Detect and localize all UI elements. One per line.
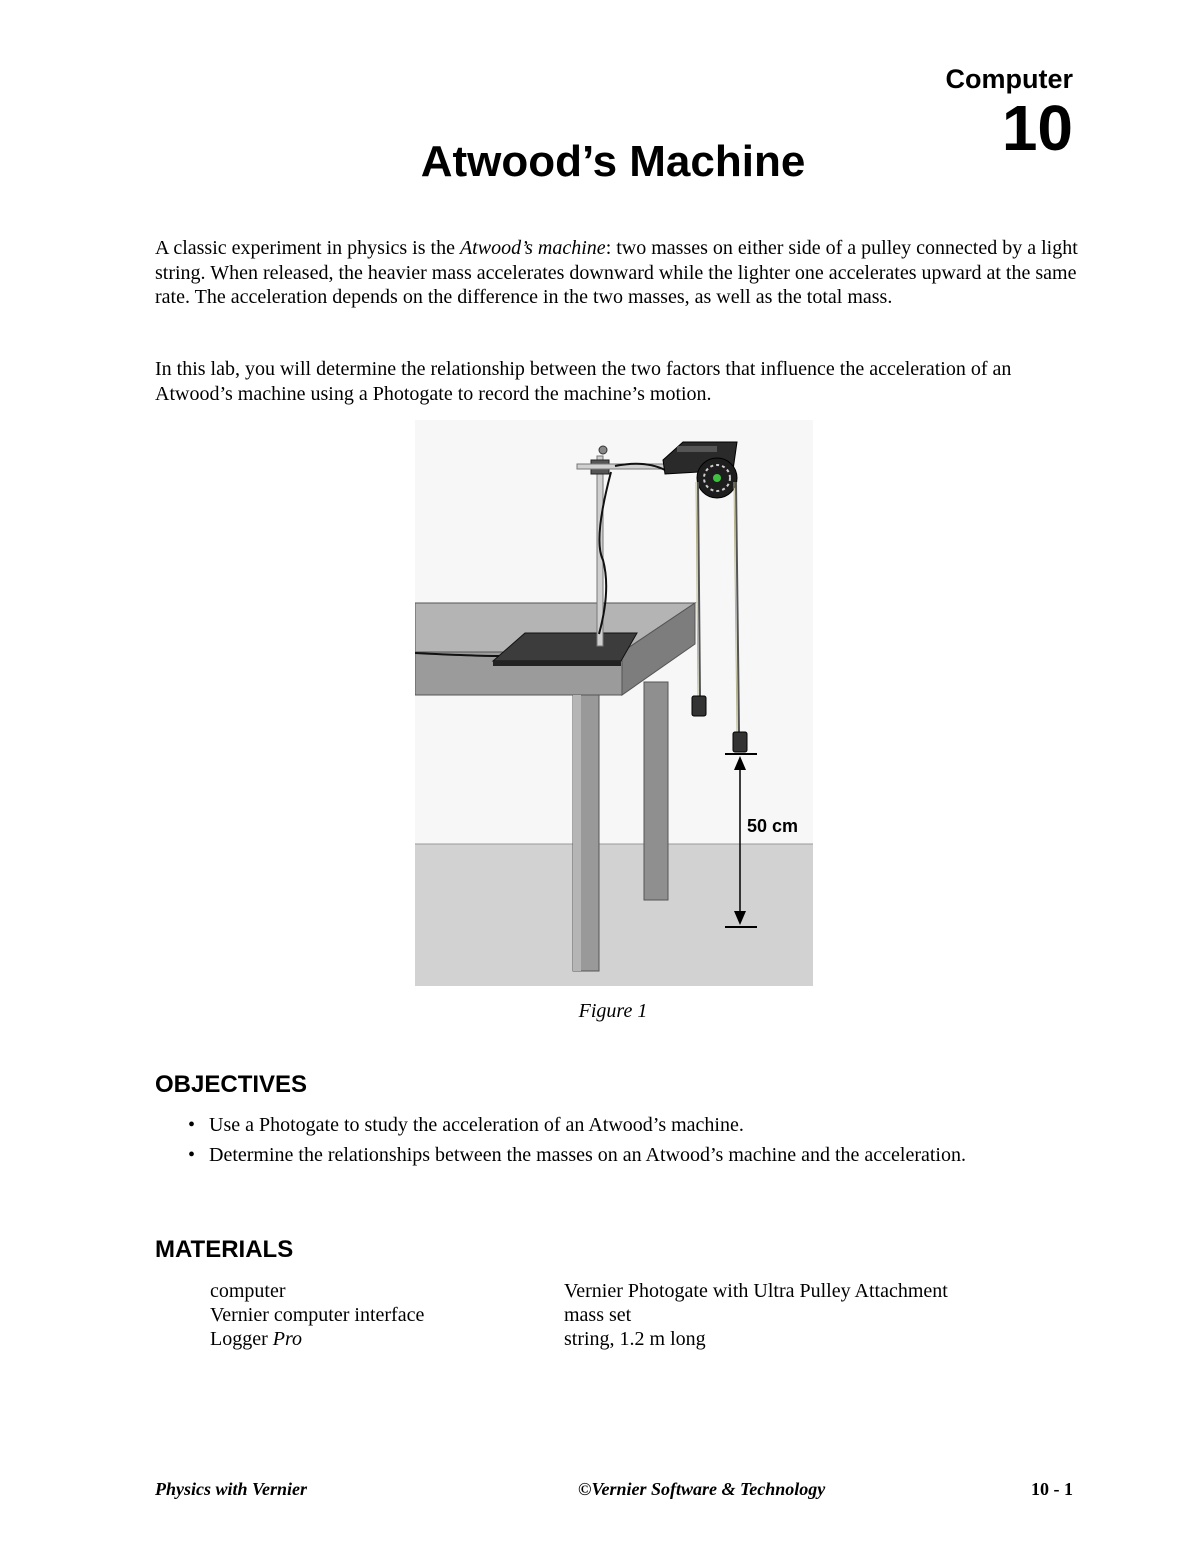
material-item: string, 1.2 m long (564, 1328, 706, 1350)
material-item: Vernier computer interface (210, 1304, 425, 1326)
intro-paragraph-2: In this lab, you will determine the relationship between the two factors that influence the acceleration of an Atwood’s machine using a Photogate to record the machine’s motion. (155, 358, 1012, 405)
bullet: • (188, 1114, 196, 1136)
intro-term: Atwood’s machine (459, 237, 606, 259)
intro-paragraph-1 (155, 236, 1080, 310)
material-item: Vernier Photogate with Ultra Pulley Attachment (564, 1280, 948, 1302)
material-item: computer (210, 1280, 286, 1302)
floor (415, 844, 813, 986)
atwood-illustration (415, 420, 813, 986)
list-item (188, 1113, 1068, 1138)
chapter-label: Computer (945, 64, 1073, 94)
material-text: Logger (210, 1328, 273, 1350)
footer-page-number: 10 - 1 (1031, 1479, 1073, 1499)
table-leg-back (644, 682, 668, 900)
footer-copyright: ©Vernier Software & Technology (578, 1479, 826, 1499)
materials-column-1 (210, 1279, 424, 1351)
objective-text: Use a Photogate to study the acceleration of an Atwood’s machine. (209, 1114, 744, 1136)
mass-right (733, 732, 747, 752)
objectives-list (188, 1113, 1068, 1172)
material-item (210, 1327, 424, 1351)
mass-left (692, 696, 706, 716)
measure-label: 50 cm (747, 816, 799, 836)
page-title: Atwood’s Machine (420, 137, 806, 186)
footer-book-title: Physics with Vernier (155, 1479, 308, 1499)
chapter-number: 10 (1001, 92, 1073, 164)
intro-text-start: A classic experiment in physics is the (155, 237, 460, 259)
figure-caption: Figure 1 (578, 1000, 648, 1022)
bullet: • (188, 1143, 196, 1166)
material-text-italic: Pro (272, 1328, 303, 1350)
intro-text-end: : two masses on either side of a pulley connected by a light string. When released, the heavier mass accelerates downward while the lighter one accelerates upward at the same rate. The acceleration depends on the difference in the two masses, as well as the total mass. (155, 237, 1078, 308)
objective-text: Determine the relationships between the masses on an Atwood’s machine and the acceleration. (209, 1143, 966, 1166)
objectives-heading: OBJECTIVES (155, 1071, 308, 1098)
materials-heading: MATERIALS (155, 1236, 294, 1263)
materials-column-2 (564, 1279, 948, 1351)
material-item: mass set (564, 1304, 632, 1326)
list-item (188, 1143, 1068, 1168)
atwood-figure (415, 420, 813, 986)
